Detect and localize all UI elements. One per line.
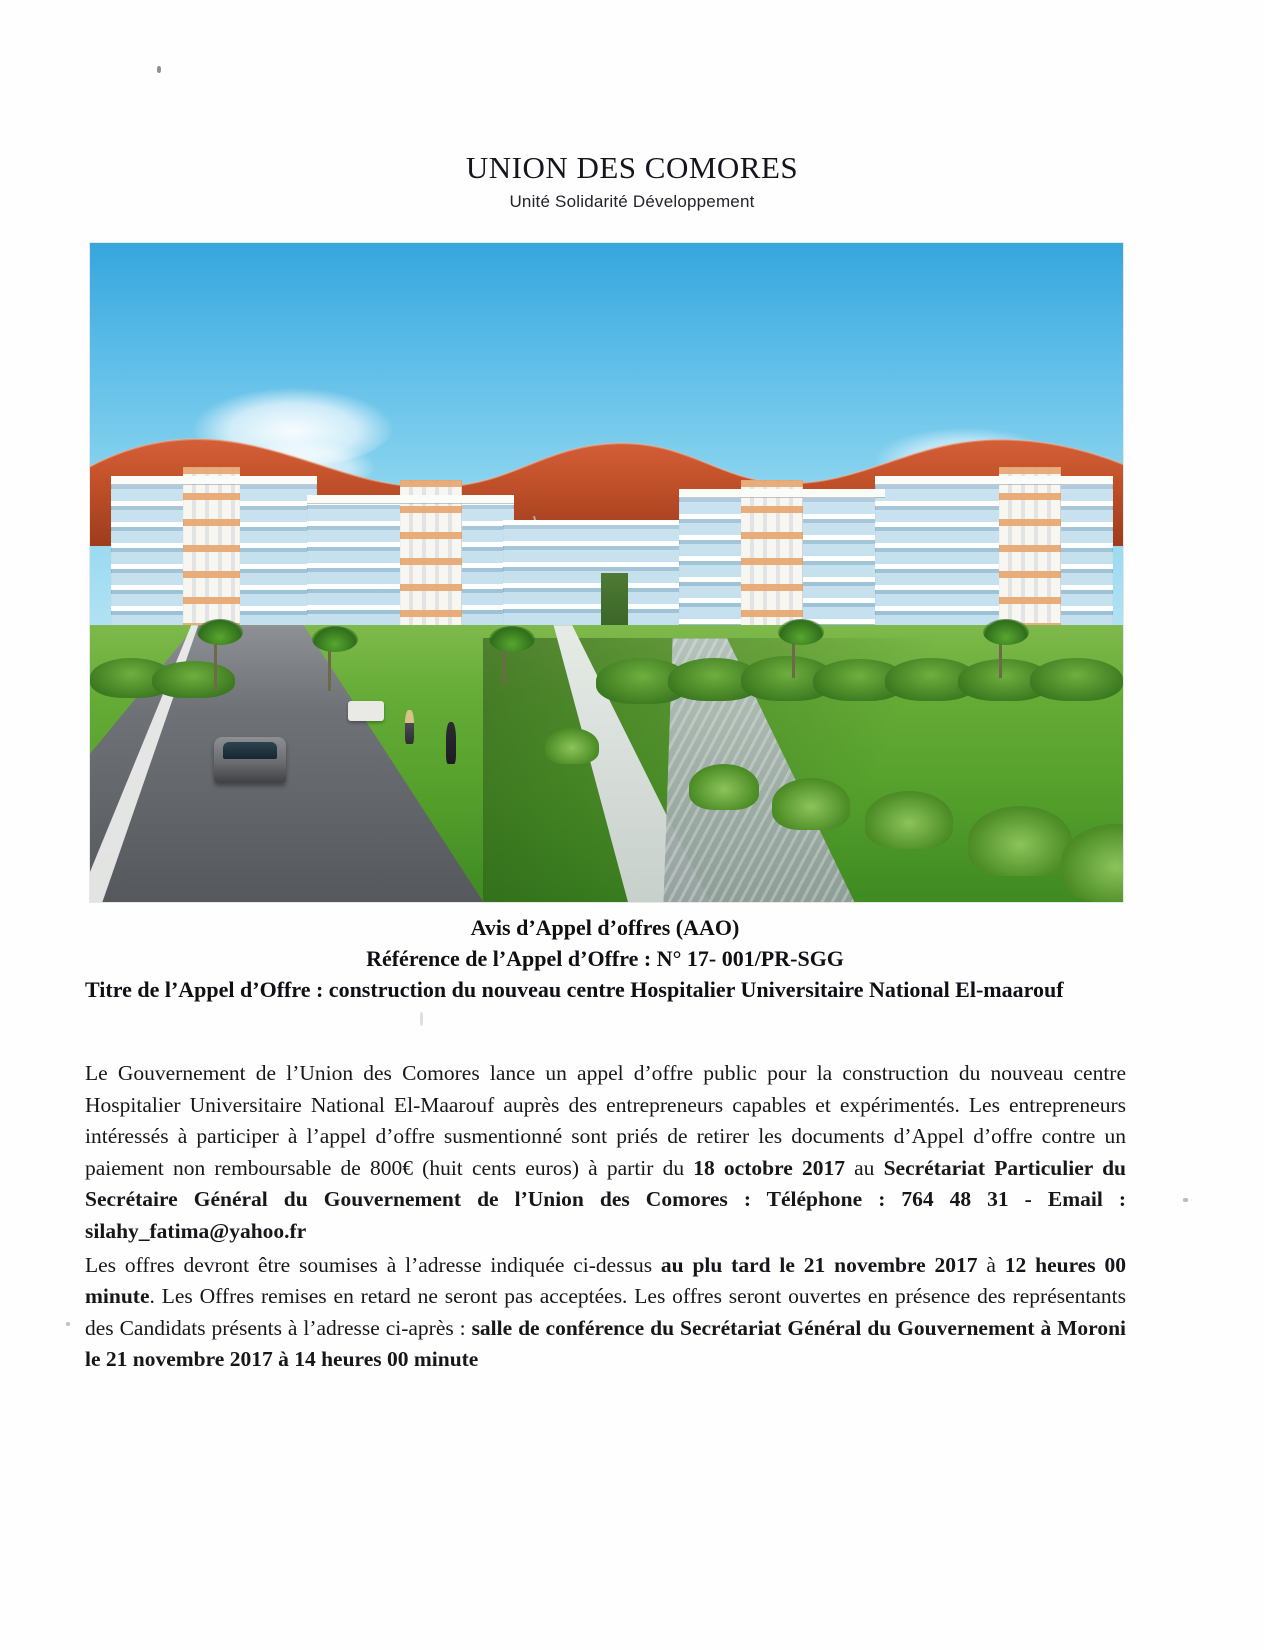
hospital-rendering-image bbox=[90, 243, 1123, 902]
tender-reference-line: Référence de l’Appel d’Offre : N° 17- 001/PR-SGG bbox=[366, 946, 844, 972]
scan-speck bbox=[66, 1322, 70, 1326]
page-title: UNION DES COMORES bbox=[465, 150, 799, 185]
palm-crown bbox=[489, 626, 535, 652]
hedge-row bbox=[152, 661, 235, 698]
para2-seg3: . Les Offres remises en retard ne seront pas acceptées. Les offres seront ouvertes en présence des représentants des Candidats présents à l’adresse ci-après : bbox=[85, 1284, 1126, 1340]
body-paragraph-2 bbox=[85, 1250, 1126, 1376]
pedestrian bbox=[446, 722, 456, 764]
opening-venue-and-time: salle de conférence du Secrétariat Général du Gouvernement à Moroni le 21 novembre 2017 à 14 heures 00 minute bbox=[85, 1315, 1126, 1372]
ornamental-shrub bbox=[689, 764, 759, 810]
palm-tree bbox=[214, 637, 217, 691]
submission-deadline-date: au plu tard le 21 novembre 2017 bbox=[660, 1252, 978, 1277]
palm-crown bbox=[778, 619, 824, 645]
roof-cornice bbox=[875, 476, 1113, 484]
para1-seg2: au bbox=[844, 1155, 884, 1180]
palm-crown bbox=[983, 619, 1029, 645]
ornamental-shrub bbox=[865, 791, 953, 849]
rendering-scene bbox=[90, 243, 1123, 902]
submission-deadline-time: 12 heures 00 minute bbox=[85, 1252, 1126, 1309]
document-header bbox=[0, 150, 1264, 212]
notice-body bbox=[85, 1058, 1126, 1376]
ornamental-shrub bbox=[545, 728, 599, 764]
notice-title-block bbox=[85, 912, 1125, 1006]
para1-seg1: Le Gouvernement de l’Union des Comores lance un appel d’offre public pour la construction du nouveau centre Hospitalier Universitaire National El-Maarouf auprès des entrepreneurs capables et expérimentés. Les entrepreneurs intéressés à participer à l’appel d’offre susmentionné sont priés de retirer les documents d’Appel d’offre contre un paiement non remboursable de 800€ (huit cents euros) à partir du bbox=[85, 1061, 1126, 1180]
ornamental-shrub bbox=[772, 778, 850, 830]
scan-speck bbox=[420, 1012, 423, 1026]
ornamental-shrub bbox=[968, 806, 1072, 876]
roof-cornice bbox=[679, 489, 886, 497]
para2-seg2: à bbox=[977, 1252, 1005, 1277]
body-paragraph-1 bbox=[85, 1058, 1126, 1248]
car bbox=[214, 737, 286, 783]
national-motto: Unité Solidarité Développement bbox=[509, 191, 755, 211]
pedestrian bbox=[405, 710, 414, 744]
car-window bbox=[223, 742, 278, 759]
tender-title-line: Titre de l’Appel d’Offre : construction du nouveau centre Hospitalier Universitaire National El-maarouf bbox=[85, 977, 1064, 1003]
contact-details: Secrétariat Particulier du Secrétaire Général du Gouvernement de l’Union des Comores : Téléphone : 764 48 31 - Email : silahy_fatima@yahoo.fr bbox=[85, 1155, 1126, 1243]
scan-speck bbox=[1183, 1198, 1188, 1202]
roof-cornice bbox=[307, 495, 514, 503]
para2-seg1: Les offres devront être soumises à l’adresse indiquée ci-dessus bbox=[85, 1252, 661, 1277]
notice-type-title: Avis d’Appel d’offres (AAO) bbox=[470, 915, 740, 940]
palm-crown bbox=[312, 626, 358, 652]
hedge-row bbox=[1030, 658, 1123, 701]
scan-speck bbox=[157, 66, 161, 73]
documents-available-date: 18 octobre 2017 bbox=[693, 1155, 845, 1180]
car-distant bbox=[348, 701, 384, 721]
roof-cornice bbox=[111, 476, 318, 484]
